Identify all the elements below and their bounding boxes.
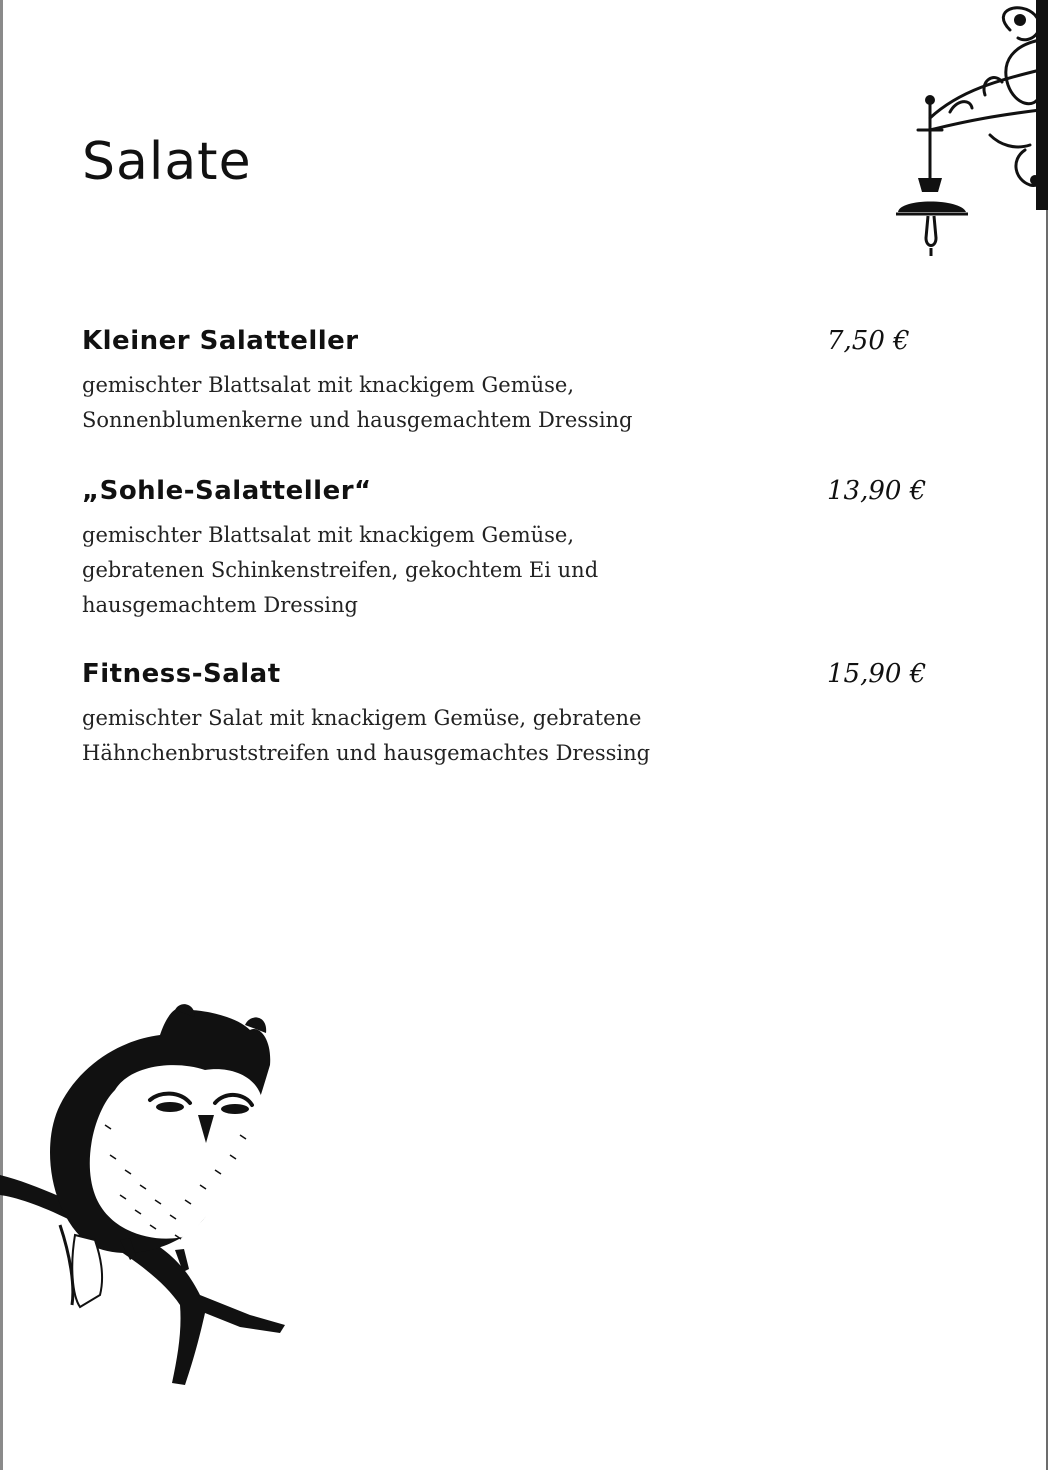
description-line: gebratenen Schinkenstreifen, gekochtem Ei und: [82, 558, 599, 582]
page-title: Salate: [82, 132, 252, 192]
menu-item-kleiner-salatteller: [82, 324, 942, 438]
item-description: [82, 701, 942, 771]
description-line: Sonnenblumenkerne und hausgemachtem Dressing: [82, 408, 633, 432]
item-price: 13,90 €: [827, 476, 927, 506]
description-line: Hähnchenbruststreifen und hausgemachtes Dressing: [82, 741, 651, 765]
description-line: gemischter Blattsalat mit knackigem Gemüse,: [82, 523, 575, 547]
wall-lantern-icon: [890, 0, 1048, 260]
item-description: [82, 518, 942, 623]
item-description: [82, 368, 942, 438]
menu-item-sohle-salatteller: [82, 474, 942, 623]
description-line: hausgemachtem Dressing: [82, 593, 358, 617]
item-price: 15,90 €: [827, 659, 927, 689]
item-name: Kleiner Salatteller: [82, 326, 359, 356]
owl-on-branch-icon: [0, 995, 300, 1390]
item-price: 7,50 €: [827, 326, 910, 356]
menu-item-fitness-salat: [82, 657, 942, 771]
description-line: gemischter Salat mit knackigem Gemüse, gebratene: [82, 706, 642, 730]
item-name: „Sohle-Salatteller“: [82, 476, 372, 506]
description-line: gemischter Blattsalat mit knackigem Gemüse,: [82, 373, 575, 397]
item-name: Fitness-Salat: [82, 659, 281, 689]
